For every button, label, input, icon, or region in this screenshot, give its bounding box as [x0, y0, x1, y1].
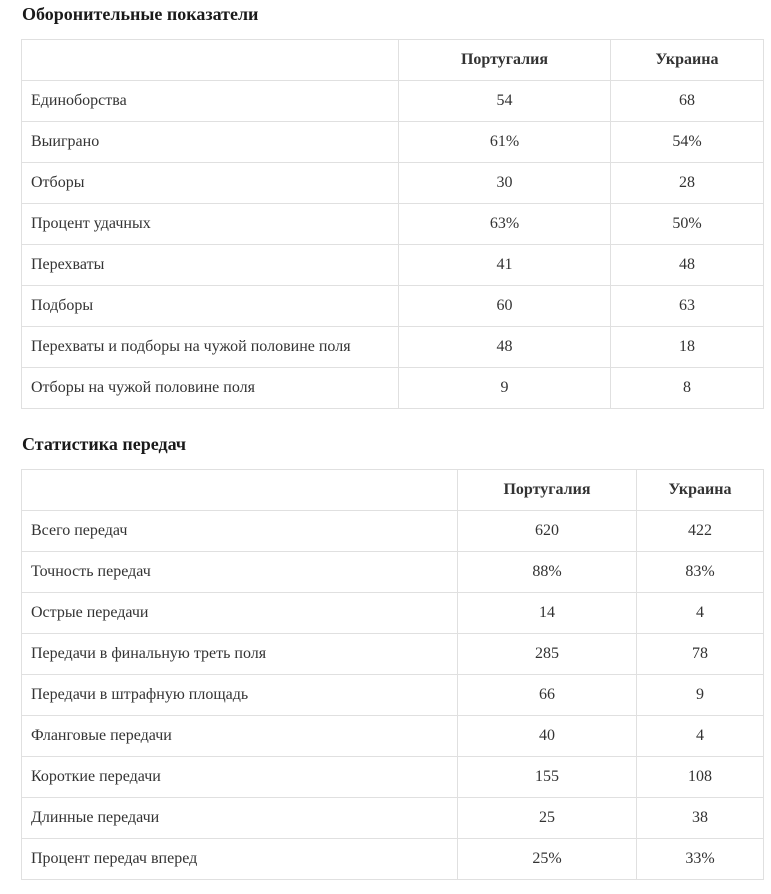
stat-value: 61% — [399, 122, 611, 163]
defense-stats-table — [21, 39, 764, 409]
stat-value: 88% — [458, 552, 637, 593]
stat-label: Всего передач — [22, 511, 458, 552]
table-row — [22, 511, 764, 552]
table-row — [22, 634, 764, 675]
empty-header-cell — [22, 40, 399, 81]
stat-label: Выиграно — [22, 122, 399, 163]
stat-value: 68 — [611, 81, 764, 122]
stat-label: Острые передачи — [22, 593, 458, 634]
stat-value: 4 — [637, 716, 764, 757]
table-header-row — [22, 470, 764, 511]
column-header-ukraine: Украина — [637, 470, 764, 511]
stat-value: 38 — [637, 798, 764, 839]
table-header-row — [22, 40, 764, 81]
column-header-portugal: Португалия — [399, 40, 611, 81]
table-row — [22, 839, 764, 880]
defense-stats-section — [21, 3, 763, 409]
stat-label: Передачи в финальную треть поля — [22, 634, 458, 675]
stat-value: 50% — [611, 204, 764, 245]
stat-value: 30 — [399, 163, 611, 204]
stat-value: 54% — [611, 122, 764, 163]
table-row — [22, 552, 764, 593]
stat-value: 18 — [611, 327, 764, 368]
stat-label: Фланговые передачи — [22, 716, 458, 757]
stat-value: 9 — [399, 368, 611, 409]
table-row — [22, 122, 764, 163]
stat-value: 40 — [458, 716, 637, 757]
stat-value: 25% — [458, 839, 637, 880]
stat-value: 422 — [637, 511, 764, 552]
table-row — [22, 757, 764, 798]
stat-label: Перехваты — [22, 245, 399, 286]
table-row — [22, 716, 764, 757]
table-row — [22, 204, 764, 245]
stat-value: 41 — [399, 245, 611, 286]
stat-label: Перехваты и подборы на чужой половине поля — [22, 327, 399, 368]
stat-label: Точность передач — [22, 552, 458, 593]
stat-value: 155 — [458, 757, 637, 798]
stat-value: 60 — [399, 286, 611, 327]
stat-label: Отборы на чужой половине поля — [22, 368, 399, 409]
stat-value: 66 — [458, 675, 637, 716]
stat-value: 63 — [611, 286, 764, 327]
stat-value: 8 — [611, 368, 764, 409]
table-row — [22, 593, 764, 634]
section-title-passing: Статистика передач — [22, 434, 187, 454]
section-title-defense: Оборонительные показатели — [22, 4, 259, 24]
stat-value: 48 — [611, 245, 764, 286]
table-row — [22, 798, 764, 839]
stat-value: 108 — [637, 757, 764, 798]
table-row — [22, 245, 764, 286]
stat-value: 83% — [637, 552, 764, 593]
stat-label: Процент передач вперед — [22, 839, 458, 880]
stat-value: 48 — [399, 327, 611, 368]
passing-stats-table — [21, 469, 764, 880]
column-header-portugal: Португалия — [458, 470, 637, 511]
stat-value: 78 — [637, 634, 764, 675]
empty-header-cell — [22, 470, 458, 511]
stat-label: Единоборства — [22, 81, 399, 122]
stat-value: 14 — [458, 593, 637, 634]
table-row — [22, 163, 764, 204]
stat-value: 4 — [637, 593, 764, 634]
stat-value: 33% — [637, 839, 764, 880]
table-row — [22, 81, 764, 122]
table-row — [22, 286, 764, 327]
stat-value: 9 — [637, 675, 764, 716]
stat-label: Короткие передачи — [22, 757, 458, 798]
stat-value: 28 — [611, 163, 764, 204]
table-row — [22, 327, 764, 368]
stat-label: Процент удачных — [22, 204, 399, 245]
passing-stats-section — [21, 433, 763, 880]
stat-label: Передачи в штрафную площадь — [22, 675, 458, 716]
table-row — [22, 368, 764, 409]
table-row — [22, 675, 764, 716]
column-header-ukraine: Украина — [611, 40, 764, 81]
stat-label: Подборы — [22, 286, 399, 327]
stat-value: 63% — [399, 204, 611, 245]
stat-value: 25 — [458, 798, 637, 839]
stat-value: 285 — [458, 634, 637, 675]
stat-value: 54 — [399, 81, 611, 122]
stat-label: Отборы — [22, 163, 399, 204]
stat-value: 620 — [458, 511, 637, 552]
stat-label: Длинные передачи — [22, 798, 458, 839]
